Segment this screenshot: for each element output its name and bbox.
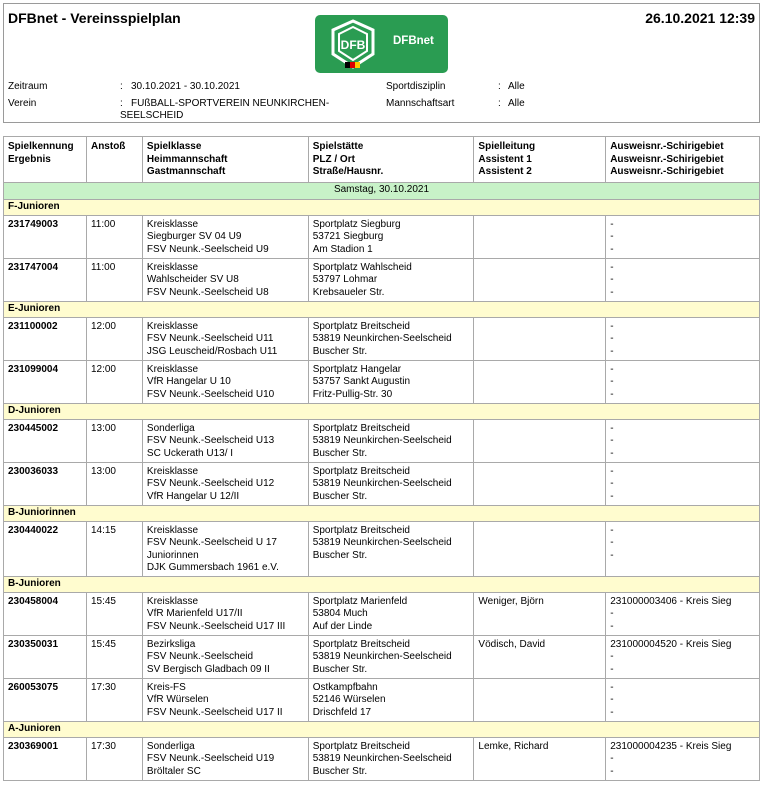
match-id: 230458004 xyxy=(8,595,59,607)
ausweis-line: - xyxy=(610,333,614,344)
klasse-line: FSV Neunk.-Seelscheid U10 xyxy=(146,388,275,400)
klasse-line: SC Uckerath U13/ I xyxy=(146,447,234,459)
table-row xyxy=(4,258,760,301)
ausweis-line: - xyxy=(610,363,614,375)
ausweis-line: - xyxy=(610,706,614,718)
klasse-line: FSV Neunk.-Seelscheid U17 II xyxy=(146,706,283,718)
match-id: 230350031 xyxy=(8,638,59,650)
cell-spielklasse xyxy=(142,317,308,360)
table-header-row xyxy=(4,137,760,183)
venue-line: Sportplatz Breitscheid xyxy=(312,524,410,536)
venue-line: Sportplatz Wahlscheid xyxy=(312,261,412,273)
cell-spielkennung xyxy=(4,678,87,721)
venue-line: Buscher Str. xyxy=(312,663,368,675)
ausweis-line: - xyxy=(610,465,614,477)
cell-anstoss xyxy=(86,360,142,403)
ausweis-line: 231000004235 - Kreis Sieg xyxy=(610,740,732,752)
klasse-line: Kreisklasse xyxy=(146,595,199,607)
cell-spielstaette xyxy=(308,592,474,635)
cell-spielstaette xyxy=(308,317,474,360)
cell-ausweisnr xyxy=(606,360,760,403)
klasse-line: Kreisklasse xyxy=(146,524,199,536)
cell-anstoss xyxy=(86,737,142,780)
ausweis-line: - xyxy=(610,388,614,400)
sportdisziplin-value: Alle xyxy=(508,81,525,92)
cell-spielleitung xyxy=(474,360,606,403)
venue-line: 53819 Neunkirchen-Seelscheid xyxy=(312,651,452,662)
kickoff-time: 14:15 xyxy=(90,524,116,536)
cell-ausweisnr xyxy=(606,462,760,505)
match-id: 230036033 xyxy=(8,465,59,477)
zeitraum-colon: : xyxy=(120,81,123,92)
cell-spielleitung xyxy=(474,419,606,462)
cell-ausweisnr xyxy=(606,317,760,360)
klasse-line: DJK Gummersbach 1961 e.V. xyxy=(146,562,279,573)
kickoff-time: 13:00 xyxy=(90,465,116,477)
klasse-line: Wahlscheider SV U8 xyxy=(146,274,239,285)
venue-line: 53819 Neunkirchen-Seelscheid xyxy=(312,753,452,764)
venue-line: 53819 Neunkirchen-Seelscheid xyxy=(312,333,452,344)
cell-spielleitung xyxy=(474,678,606,721)
venue-line: 53757 Sankt Augustin xyxy=(312,376,411,387)
klasse-line: Kreisklasse xyxy=(146,363,199,375)
venue-line: Sportplatz Breitscheid xyxy=(312,320,410,332)
header-ausweisnr: Ausweisnr.-Schirigebiet Ausweisnr.-Schirigebiet Ausweisnr.-Schirigebiet xyxy=(606,137,760,183)
cell-spielleitung xyxy=(474,317,606,360)
mannschaftsart-colon: : xyxy=(498,98,501,109)
cell-spielkennung xyxy=(4,258,87,301)
venue-line: 53819 Neunkirchen-Seelscheid xyxy=(312,435,452,446)
ausweis-line: - xyxy=(610,422,614,434)
klasse-line: Bröltaler SC xyxy=(146,765,201,777)
schedule-table xyxy=(3,136,760,781)
cell-anstoss xyxy=(86,258,142,301)
ausweis-line: - xyxy=(610,447,614,459)
zeitraum-value: 30.10.2021 - 30.10.2021 xyxy=(131,81,240,92)
header-spielleitung: Spielleitung Assistent 1 Assistent 2 xyxy=(474,137,606,183)
group-row xyxy=(4,403,760,419)
cell-spielstaette xyxy=(308,678,474,721)
cell-spielstaette xyxy=(308,419,474,462)
venue-line: Sportplatz Breitscheid xyxy=(312,465,410,477)
table-row xyxy=(4,317,760,360)
table-row xyxy=(4,521,760,576)
cell-spielleitung xyxy=(474,592,606,635)
kickoff-time: 11:00 xyxy=(90,261,116,273)
match-id: 231099004 xyxy=(8,363,59,375)
kickoff-time: 12:00 xyxy=(90,363,116,375)
match-id: 230440022 xyxy=(8,524,59,536)
cell-anstoss xyxy=(86,592,142,635)
klasse-line: FSV Neunk.-Seelscheid U19 xyxy=(146,753,275,764)
klasse-line: Kreisklasse xyxy=(146,261,199,273)
report-header xyxy=(3,3,760,123)
klasse-line: Kreisklasse xyxy=(146,320,199,332)
ausweis-line: 231000003406 - Kreis Sieg xyxy=(610,595,732,607)
ausweis-line: - xyxy=(610,765,614,777)
sportdisziplin-colon: : xyxy=(498,81,501,92)
venue-line: Am Stadion 1 xyxy=(312,243,373,255)
cell-ausweisnr xyxy=(606,215,760,258)
venue-line: Sportplatz Breitscheid xyxy=(312,740,410,752)
venue-line: 53819 Neunkirchen-Seelscheid xyxy=(312,478,452,489)
ausweis-line: - xyxy=(610,286,614,298)
group-title: B-Junioren xyxy=(4,576,760,592)
group-title: E-Junioren xyxy=(4,301,760,317)
venue-line: Sportplatz Siegburg xyxy=(312,218,401,230)
cell-spielleitung xyxy=(474,635,606,678)
klasse-line: Kreisklasse xyxy=(146,465,199,477)
ausweis-line: - xyxy=(610,663,614,675)
cell-ausweisnr xyxy=(606,678,760,721)
klasse-line: Bezirksliga xyxy=(146,638,196,650)
ausweis-line: - xyxy=(610,261,614,273)
klasse-line: FSV Neunk.-Seelscheid U12 xyxy=(146,478,275,489)
match-id: 231747004 xyxy=(8,261,59,273)
venue-line: 53804 Much xyxy=(312,608,368,619)
ausweis-line: - xyxy=(610,651,614,662)
cell-anstoss xyxy=(86,317,142,360)
venue-line: Sportplatz Breitscheid xyxy=(312,422,410,434)
klasse-line: FSV Neunk.-Seelscheid U8 xyxy=(146,286,269,298)
cell-spielstaette xyxy=(308,215,474,258)
ausweis-line: - xyxy=(610,694,614,705)
cell-spielstaette xyxy=(308,258,474,301)
cell-spielleitung xyxy=(474,737,606,780)
match-id: 260053075 xyxy=(8,681,59,693)
match-id: 230369001 xyxy=(8,740,59,752)
ausweis-line: - xyxy=(610,490,614,502)
cell-ausweisnr xyxy=(606,419,760,462)
cell-spielleitung xyxy=(474,462,606,505)
venue-line: Fritz-Pullig-Str. 30 xyxy=(312,388,393,400)
venue-line: Buscher Str. xyxy=(312,549,368,561)
cell-anstoss xyxy=(86,419,142,462)
cell-spielleitung xyxy=(474,521,606,576)
klasse-line: VfR Hangelar U 10 xyxy=(146,376,231,387)
klasse-line: VfR Hangelar U 12/II xyxy=(146,490,240,502)
klasse-line: FSV Neunk.-Seelscheid xyxy=(146,651,254,662)
klasse-line: Kreis-FS xyxy=(146,681,186,693)
header-spielklasse: Spielklasse Heimmannschaft Gastmannschaft xyxy=(142,137,308,183)
kickoff-time: 13:00 xyxy=(90,422,116,434)
referee-line: Lemke, Richard xyxy=(478,740,549,752)
header-anstoss: Anstoß xyxy=(86,137,142,183)
cell-spielklasse xyxy=(142,462,308,505)
venue-line: Sportplatz Breitscheid xyxy=(312,638,410,650)
ausweis-line: - xyxy=(610,549,614,561)
ausweis-line: - xyxy=(610,524,614,536)
cell-ausweisnr xyxy=(606,521,760,576)
cell-spielstaette xyxy=(308,521,474,576)
mannschaftsart-value: Alle xyxy=(508,98,525,109)
date-cell: Samstag, 30.10.2021 xyxy=(4,182,760,199)
match-id: 231749003 xyxy=(8,218,59,230)
venue-line: Buscher Str. xyxy=(312,765,368,777)
cell-spielkennung xyxy=(4,419,87,462)
cell-spielkennung xyxy=(4,360,87,403)
table-row xyxy=(4,635,760,678)
cell-spielkennung xyxy=(4,462,87,505)
group-row xyxy=(4,721,760,737)
cell-spielklasse xyxy=(142,521,308,576)
cell-spielklasse xyxy=(142,215,308,258)
match-id: 230445002 xyxy=(8,422,59,434)
ausweis-line: - xyxy=(610,753,614,764)
cell-spielklasse xyxy=(142,592,308,635)
kickoff-time: 15:45 xyxy=(90,638,116,650)
cell-spielkennung xyxy=(4,592,87,635)
group-title: A-Junioren xyxy=(4,721,760,737)
venue-line: 52146 Würselen xyxy=(312,694,386,705)
svg-text:DFB: DFB xyxy=(340,38,366,52)
cell-ausweisnr xyxy=(606,635,760,678)
table-row xyxy=(4,360,760,403)
venue-line: 53819 Neunkirchen-Seelscheid xyxy=(312,537,452,548)
cell-spielklasse xyxy=(142,678,308,721)
cell-anstoss xyxy=(86,462,142,505)
group-row xyxy=(4,199,760,215)
referee-line: Vödisch, David xyxy=(478,638,546,650)
group-title: F-Junioren xyxy=(4,199,760,215)
cell-ausweisnr xyxy=(606,737,760,780)
cell-spielkennung xyxy=(4,635,87,678)
cell-spielkennung xyxy=(4,215,87,258)
ausweis-line: - xyxy=(610,345,614,357)
cell-anstoss xyxy=(86,215,142,258)
cell-spielstaette xyxy=(308,635,474,678)
referee-line: Weniger, Björn xyxy=(478,595,544,607)
cell-ausweisnr xyxy=(606,258,760,301)
cell-spielleitung xyxy=(474,258,606,301)
kickoff-time: 17:30 xyxy=(90,681,116,693)
cell-spielklasse xyxy=(142,737,308,780)
venue-line: Sportplatz Hangelar xyxy=(312,363,402,375)
ausweis-line: - xyxy=(610,243,614,255)
ausweis-line: - xyxy=(610,231,614,242)
kickoff-time: 12:00 xyxy=(90,320,116,332)
ausweis-line: - xyxy=(610,608,614,619)
ausweis-line: - xyxy=(610,435,614,446)
ausweis-line: - xyxy=(610,274,614,285)
cell-anstoss xyxy=(86,635,142,678)
ausweis-line: - xyxy=(610,320,614,332)
dfb-crest-icon xyxy=(321,18,385,70)
klasse-line: Sonderliga xyxy=(146,740,195,752)
cell-spielkennung xyxy=(4,317,87,360)
venue-line: Auf der Linde xyxy=(312,620,373,632)
zeitraum-label: Zeitraum xyxy=(8,81,48,92)
cell-spielstaette xyxy=(308,737,474,780)
klasse-line: SV Bergisch Gladbach 09 II xyxy=(146,663,270,675)
venue-line: Buscher Str. xyxy=(312,447,368,459)
verein-label: Verein xyxy=(8,98,37,109)
group-title: D-Junioren xyxy=(4,403,760,419)
venue-line: Drischfeld 17 xyxy=(312,706,372,718)
klasse-line: FSV Neunk.-Seelscheid U17 III xyxy=(146,620,286,632)
cell-spielklasse xyxy=(142,635,308,678)
klasse-line: VfR Würselen xyxy=(146,694,209,705)
klasse-line: Kreisklasse xyxy=(146,218,199,230)
verein-value: FUßBALL-SPORTVEREIN NEUNKIRCHEN-SEELSCHEID xyxy=(120,98,330,121)
klasse-line: JSG Leuscheid/Rosbach U11 xyxy=(146,345,278,357)
group-row xyxy=(4,301,760,317)
klasse-line: FSV Neunk.-Seelscheid U9 xyxy=(146,243,269,255)
table-row xyxy=(4,678,760,721)
kickoff-time: 15:45 xyxy=(90,595,116,607)
table-row xyxy=(4,462,760,505)
sportdisziplin-label: Sportdisziplin xyxy=(386,81,446,92)
group-row xyxy=(4,505,760,521)
klasse-line: Siegburger SV 04 U9 xyxy=(146,231,242,242)
cell-spielklasse xyxy=(142,419,308,462)
cell-spielleitung xyxy=(474,215,606,258)
venue-line: 53721 Siegburg xyxy=(312,231,384,242)
match-id: 231100002 xyxy=(8,320,58,332)
ausweis-line: - xyxy=(610,478,614,489)
cell-ausweisnr xyxy=(606,592,760,635)
ausweis-line: - xyxy=(610,620,614,632)
ausweis-line: - xyxy=(610,218,614,230)
klasse-line: FSV Neunk.-Seelscheid U 17 xyxy=(146,537,277,548)
ausweis-line: - xyxy=(610,376,614,387)
cell-spielkennung xyxy=(4,737,87,780)
mannschaftsart-label: Mannschaftsart xyxy=(386,98,455,109)
klasse-line: FSV Neunk.-Seelscheid U13 xyxy=(146,435,275,446)
venue-line: Krebsaueler Str. xyxy=(312,286,385,298)
header-spielstaette: Spielstätte PLZ / Ort Straße/Hausnr. xyxy=(308,137,474,183)
cell-anstoss xyxy=(86,521,142,576)
venue-line: 53797 Lohmar xyxy=(312,274,378,285)
ausweis-line: 231000004520 - Kreis Sieg xyxy=(610,638,732,650)
dfbnet-logo xyxy=(315,15,448,73)
kickoff-time: 17:30 xyxy=(90,740,116,752)
table-row xyxy=(4,419,760,462)
date-row xyxy=(4,182,760,199)
header-spielkennung: Spielkennung Ergebnis xyxy=(4,137,87,183)
cell-spielstaette xyxy=(308,360,474,403)
ausweis-line: - xyxy=(610,681,614,693)
venue-line: Sportplatz Marienfeld xyxy=(312,595,408,607)
table-row xyxy=(4,592,760,635)
page-title: DFBnet - Vereinsspielplan xyxy=(8,10,181,26)
klasse-line: Sonderliga xyxy=(146,422,195,434)
logo-text: DFBnet xyxy=(393,35,434,47)
group-title: B-Juniorinnen xyxy=(4,505,760,521)
cell-spielklasse xyxy=(142,258,308,301)
group-row xyxy=(4,576,760,592)
print-datetime: 26.10.2021 12:39 xyxy=(645,10,755,26)
klasse-line: FSV Neunk.-Seelscheid U11 xyxy=(146,333,274,344)
klasse-line: Juniorinnen xyxy=(146,549,199,561)
venue-line: Ostkampfbahn xyxy=(312,681,378,693)
verein-colon: : xyxy=(120,98,123,109)
cell-spielstaette xyxy=(308,462,474,505)
klasse-line: VfR Marienfeld U17/II xyxy=(146,608,243,619)
ausweis-line: - xyxy=(610,537,614,548)
venue-line: Buscher Str. xyxy=(312,345,368,357)
cell-anstoss xyxy=(86,678,142,721)
cell-spielklasse xyxy=(142,360,308,403)
table-row xyxy=(4,737,760,780)
venue-line: Buscher Str. xyxy=(312,490,368,502)
table-row xyxy=(4,215,760,258)
cell-spielkennung xyxy=(4,521,87,576)
kickoff-time: 11:00 xyxy=(90,218,116,230)
